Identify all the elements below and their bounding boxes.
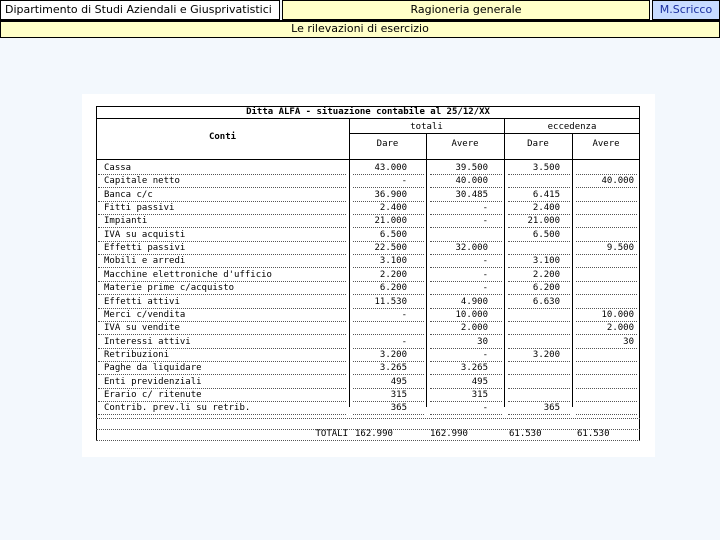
- row-eccedenza-avere: 30: [623, 336, 634, 347]
- row-separator: [98, 174, 346, 175]
- eccedenza-avere-header: Avere: [592, 139, 620, 149]
- author-name: M.Scricco: [652, 0, 720, 20]
- row-separator: [98, 227, 346, 228]
- conti-header: Conti: [208, 132, 237, 142]
- row-conto: Interessi attivi: [104, 336, 191, 347]
- row-separator: [576, 174, 637, 175]
- row-separator: [98, 294, 346, 295]
- row-separator: [98, 374, 346, 375]
- row-separator: [353, 414, 424, 415]
- row-separator: [508, 214, 570, 215]
- row-eccedenza-dare: 3.100: [532, 256, 560, 267]
- title-divider: [96, 118, 640, 119]
- row-separator: [576, 267, 637, 268]
- total-eccedenza-dare: 61.530: [509, 429, 542, 439]
- row-totali-avere: -: [482, 349, 488, 360]
- row-separator: [353, 361, 424, 362]
- row-separator: [508, 227, 570, 228]
- row-separator: [353, 294, 424, 295]
- totals-separator-bottom: [96, 440, 640, 441]
- row-separator: [98, 321, 346, 322]
- row-separator: [98, 187, 346, 188]
- row-separator: [576, 308, 637, 309]
- row-separator: [353, 388, 424, 389]
- row-separator: [508, 414, 570, 415]
- eccedenza-header: eccedenza: [547, 122, 597, 132]
- row-totali-avere: 32.000: [455, 243, 488, 254]
- row-separator: [576, 321, 637, 322]
- row-eccedenza-dare: 21.000: [527, 216, 560, 227]
- row-separator: [430, 241, 502, 242]
- row-separator: [430, 374, 502, 375]
- row-totali-dare: 21.000: [374, 216, 407, 227]
- total-totali-avere: 162.990: [430, 429, 468, 439]
- row-separator: [576, 334, 637, 335]
- row-totali-avere: 30: [477, 336, 488, 347]
- total-eccedenza-avere: 61.530: [577, 429, 610, 439]
- row-separator: [508, 294, 570, 295]
- row-separator: [576, 401, 637, 402]
- row-separator: [508, 187, 570, 188]
- row-separator: [430, 334, 502, 335]
- row-conto: Retribuzioni: [104, 349, 170, 360]
- eccedenza-dare-header: Dare: [527, 139, 549, 149]
- row-eccedenza-dare: 6.500: [532, 229, 560, 240]
- row-totali-dare: 2.400: [379, 203, 407, 214]
- row-conto: Cassa: [104, 163, 132, 173]
- row-eccedenza-dare: 2.200: [532, 269, 560, 280]
- row-separator: [98, 308, 346, 309]
- row-separator: [508, 254, 570, 255]
- row-separator: [508, 308, 570, 309]
- row-separator: [508, 374, 570, 375]
- row-separator: [353, 241, 424, 242]
- row-separator: [508, 281, 570, 282]
- row-totali-dare: 3.100: [379, 256, 407, 267]
- row-separator: [430, 254, 502, 255]
- row-conto: Paghe da liquidare: [104, 363, 202, 374]
- row-conto: Contrib. prev.li su retrib.: [104, 403, 251, 414]
- row-totali-avere: -: [482, 216, 488, 227]
- row-separator: [353, 187, 424, 188]
- row-separator: [353, 214, 424, 215]
- row-separator: [508, 361, 570, 362]
- row-totali-avere: -: [482, 256, 488, 267]
- course-title: Ragioneria generale: [282, 0, 650, 20]
- row-conto: Erario c/ ritenute: [104, 389, 202, 400]
- row-totali-avere: 39.500: [455, 163, 488, 173]
- row-separator: [508, 267, 570, 268]
- row-totali-avere: -: [482, 269, 488, 280]
- row-totali-dare: 11.530: [374, 296, 407, 307]
- row-separator: [430, 321, 502, 322]
- row-totali-dare: -: [401, 309, 407, 320]
- row-separator: [430, 201, 502, 202]
- total-totali-dare: 162.990: [355, 429, 393, 439]
- table-border-left: [96, 106, 97, 440]
- row-conto: Macchine elettroniche d'ufficio: [104, 269, 272, 280]
- row-separator: [576, 227, 637, 228]
- row-conto: IVA su acquisti: [104, 229, 186, 240]
- row-separator: [508, 201, 570, 202]
- row-conto: Capitale netto: [104, 176, 180, 187]
- row-separator: [98, 361, 346, 362]
- row-totali-avere: 3.265: [460, 363, 488, 374]
- header-divider: [96, 159, 640, 160]
- row-eccedenza-dare: 3.200: [532, 349, 560, 360]
- row-totali-dare: 6.500: [379, 229, 407, 240]
- row-separator: [430, 174, 502, 175]
- row-separator: [353, 401, 424, 402]
- totals-label: TOTALI: [315, 429, 348, 439]
- row-totali-dare: -: [401, 176, 407, 187]
- row-totali-dare: 3.265: [379, 363, 407, 374]
- group-divider: [349, 133, 640, 134]
- row-separator: [98, 401, 346, 402]
- row-totali-dare: 2.200: [379, 269, 407, 280]
- trial-balance-table: [96, 106, 640, 440]
- row-separator: [353, 308, 424, 309]
- col-divider-eccedenza: [572, 133, 573, 407]
- totals-separator-top: [96, 418, 640, 419]
- totali-dare-header: Dare: [376, 139, 399, 149]
- row-totali-avere: -: [482, 403, 488, 414]
- row-separator: [576, 294, 637, 295]
- row-separator: [98, 414, 346, 415]
- row-conto: Effetti attivi: [104, 296, 180, 307]
- row-separator: [353, 281, 424, 282]
- row-separator: [353, 254, 424, 255]
- table-title: Ditta ALFA - situazione contabile al 25/12/XX: [246, 107, 490, 117]
- row-separator: [576, 348, 637, 349]
- row-separator: [98, 348, 346, 349]
- row-separator: [430, 414, 502, 415]
- row-separator: [353, 201, 424, 202]
- row-eccedenza-dare: 6.415: [532, 189, 560, 200]
- row-totali-dare: 3.200: [379, 349, 407, 360]
- row-separator: [353, 321, 424, 322]
- table-border-right: [639, 106, 640, 440]
- row-totali-avere: 495: [471, 376, 488, 387]
- row-separator: [430, 187, 502, 188]
- row-totali-avere: -: [482, 203, 488, 214]
- row-totali-dare: 22.500: [374, 243, 407, 254]
- row-separator: [98, 214, 346, 215]
- row-separator: [98, 241, 346, 242]
- row-conto: Mobili e arredi: [104, 256, 186, 267]
- row-separator: [508, 174, 570, 175]
- row-conto: Materie prime c/acquisto: [104, 283, 235, 294]
- spreadsheet-image: [82, 94, 655, 457]
- row-separator: [98, 388, 346, 389]
- totali-header: totali: [410, 122, 443, 132]
- row-conto: Banca c/c: [104, 189, 153, 200]
- row-totali-dare: 495: [390, 376, 407, 387]
- row-totali-dare: 43.000: [374, 163, 407, 173]
- row-totali-avere: 2.000: [460, 323, 488, 334]
- row-separator: [576, 201, 637, 202]
- row-eccedenza-avere: 2.000: [606, 323, 634, 334]
- row-separator: [353, 374, 424, 375]
- row-separator: [98, 201, 346, 202]
- totali-avere-header: Avere: [451, 139, 479, 149]
- row-separator: [98, 267, 346, 268]
- row-eccedenza-avere: 9.500: [606, 243, 634, 254]
- row-separator: [576, 374, 637, 375]
- row-eccedenza-dare: 2.400: [532, 203, 560, 214]
- row-separator: [353, 348, 424, 349]
- row-totali-dare: 315: [390, 389, 407, 400]
- slide-subtitle: Le rilevazioni di esercizio: [0, 20, 720, 38]
- row-separator: [430, 361, 502, 362]
- row-totali-dare: 6.200: [379, 283, 407, 294]
- row-conto: IVA su vendite: [104, 323, 180, 334]
- row-conto: Enti previdenziali: [104, 376, 202, 387]
- row-totali-avere: 10.000: [455, 309, 488, 320]
- row-separator: [353, 174, 424, 175]
- row-eccedenza-dare: 365: [543, 403, 560, 414]
- row-separator: [508, 241, 570, 242]
- row-eccedenza-avere: 10.000: [601, 309, 634, 320]
- row-totali-avere: 30.485: [455, 189, 488, 200]
- row-separator: [576, 187, 637, 188]
- row-separator: [508, 348, 570, 349]
- row-separator: [508, 388, 570, 389]
- row-eccedenza-dare: 3.500: [532, 163, 560, 173]
- row-separator: [576, 388, 637, 389]
- row-separator: [508, 334, 570, 335]
- row-totali-avere: 315: [471, 389, 488, 400]
- row-separator: [508, 321, 570, 322]
- row-conto: Impianti: [104, 216, 148, 227]
- row-eccedenza-dare: 6.200: [532, 283, 560, 294]
- row-totali-dare: -: [401, 336, 407, 347]
- row-totali-avere: 4.900: [460, 296, 488, 307]
- row-separator: [430, 294, 502, 295]
- row-separator: [430, 281, 502, 282]
- row-separator: [98, 254, 346, 255]
- row-conto: Effetti passivi: [104, 243, 186, 254]
- row-separator: [576, 361, 637, 362]
- row-conto: Fitti passivi: [104, 203, 175, 214]
- department-title: Dipartimento di Studi Aziendali e Giusprivatistici: [0, 0, 280, 20]
- row-separator: [430, 214, 502, 215]
- row-separator: [430, 308, 502, 309]
- row-separator: [576, 214, 637, 215]
- row-separator: [430, 227, 502, 228]
- row-separator: [576, 414, 637, 415]
- row-separator: [353, 334, 424, 335]
- row-separator: [353, 227, 424, 228]
- row-separator: [430, 267, 502, 268]
- row-separator: [508, 401, 570, 402]
- row-separator: [430, 348, 502, 349]
- row-totali-avere: 40.000: [455, 176, 488, 187]
- row-separator: [430, 401, 502, 402]
- row-eccedenza-avere: 40.000: [601, 176, 634, 187]
- row-separator: [353, 267, 424, 268]
- row-separator: [430, 388, 502, 389]
- row-totali-avere: -: [482, 283, 488, 294]
- row-separator: [98, 281, 346, 282]
- row-separator: [576, 241, 637, 242]
- row-totali-dare: 365: [390, 403, 407, 414]
- row-separator: [98, 334, 346, 335]
- row-eccedenza-dare: 6.630: [532, 296, 560, 307]
- row-totali-dare: 36.900: [374, 189, 407, 200]
- row-conto: Merci c/vendita: [104, 309, 186, 320]
- row-separator: [576, 254, 637, 255]
- row-separator: [576, 281, 637, 282]
